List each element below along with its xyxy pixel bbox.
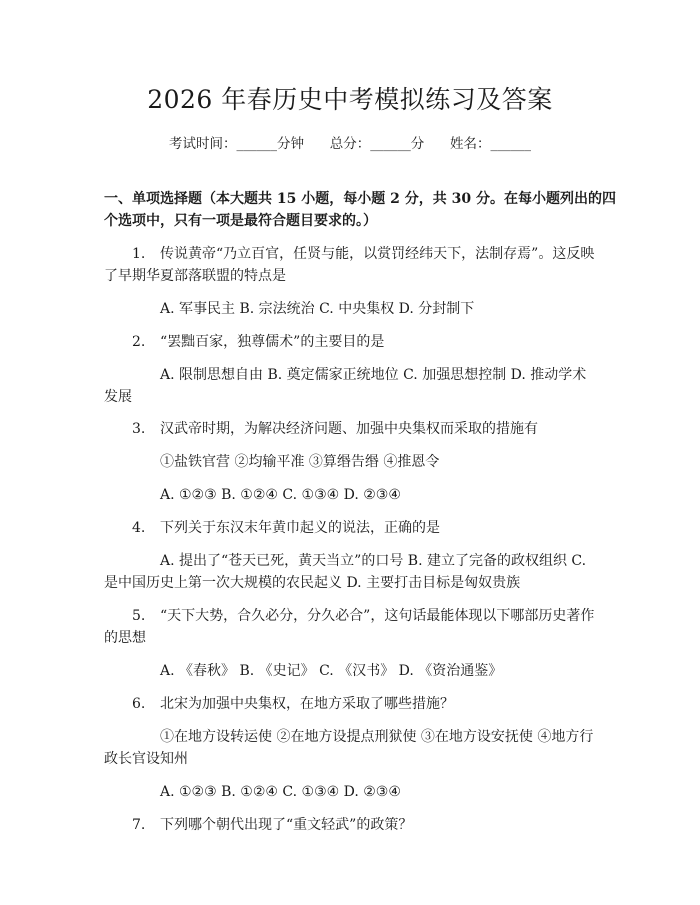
question-1-stem [132, 245, 594, 263]
question-3-stem [132, 420, 538, 438]
question-text: “天下大势，合久必分，分久必合”，这句话最能体现以下哪部历史著作 [160, 608, 595, 624]
question-2-options-cont: 发展 [104, 389, 132, 405]
question-2-options: A. 限制思想自由 B. 奠定儒家正统地位 C. 加强思想控制 D. 推动学术 [160, 367, 587, 383]
question-6-items: ①在地方设转运使 ②在地方设提点刑狱使 ③在地方设安抚使 ④地方行 [160, 729, 594, 745]
section-heading-line-2: 个选项中，只有一项是最符合题目要求的。） [104, 213, 377, 229]
question-6-items-cont: 政长官设知州 [104, 751, 188, 767]
question-number: 5. [132, 608, 146, 624]
question-number: 1. [132, 246, 146, 262]
question-2-stem [132, 333, 384, 351]
question-text: 下列哪个朝代出现了“重文轻武”的政策？ [160, 817, 413, 833]
question-number: 7. [132, 817, 146, 833]
question-1-options: A. 军事民主 B. 宗法统治 C. 中央集权 D. 分封制下 [160, 301, 475, 317]
question-text: 汉武帝时期，为解决经济问题、加强中央集权而采取的措施有 [160, 421, 538, 437]
question-6-options: A. ①②③ B. ①②④ C. ①③④ D. ②③④ [160, 784, 401, 800]
question-number: 4. [132, 520, 146, 536]
question-5-stem-cont: 的思想 [104, 630, 146, 646]
question-text: “罢黜百家，独尊儒术”的主要目的是 [160, 334, 385, 350]
question-7-stem [132, 816, 412, 834]
exam-title: 2026 年春历史中考模拟练习及答案 [147, 85, 553, 114]
question-5-options: A. 《春秋》 B. 《史记》 C. 《汉书》 D. 《资治通鉴》 [160, 663, 503, 679]
question-text: 北宋为加强中央集权，在地方采取了哪些措施？ [160, 696, 454, 712]
question-1-stem-cont: 了早期华夏部落联盟的特点是 [104, 268, 286, 284]
question-3-options: A. ①②③ B. ①②④ C. ①③④ D. ②③④ [160, 487, 401, 503]
question-number: 2. [132, 334, 146, 350]
question-text: 下列关于东汉末年黄巾起义的说法，正确的是 [160, 520, 440, 536]
question-text: 传说黄帝“乃立百官，任贤与能，以赏罚经纬天下，法制存焉”。这反映 [160, 246, 595, 262]
question-5-stem [132, 607, 594, 625]
question-number: 6. [132, 696, 146, 712]
question-number: 3. [132, 421, 146, 437]
question-4-options: A. 提出了“苍天已死，黄天当立”的口号 B. 建立了完备的政权组织 C. [160, 553, 587, 569]
question-4-options-cont: 是中国历史上第一次大规模的农民起义 D. 主要打击目标是匈奴贵族 [104, 575, 521, 591]
question-6-stem [132, 695, 454, 713]
exam-header-info: 考试时间：______分钟 总分：______分 姓名：______ [169, 136, 531, 152]
question-4-stem [132, 519, 440, 537]
question-3-items: ①盐铁官营 ②均输平准 ③算缗告缗 ④推恩令 [160, 454, 440, 470]
section-heading-line-1: 一、单项选择题（本大题共 15 小题，每小题 2 分，共 30 分。在每小题列出的四 [104, 191, 616, 207]
